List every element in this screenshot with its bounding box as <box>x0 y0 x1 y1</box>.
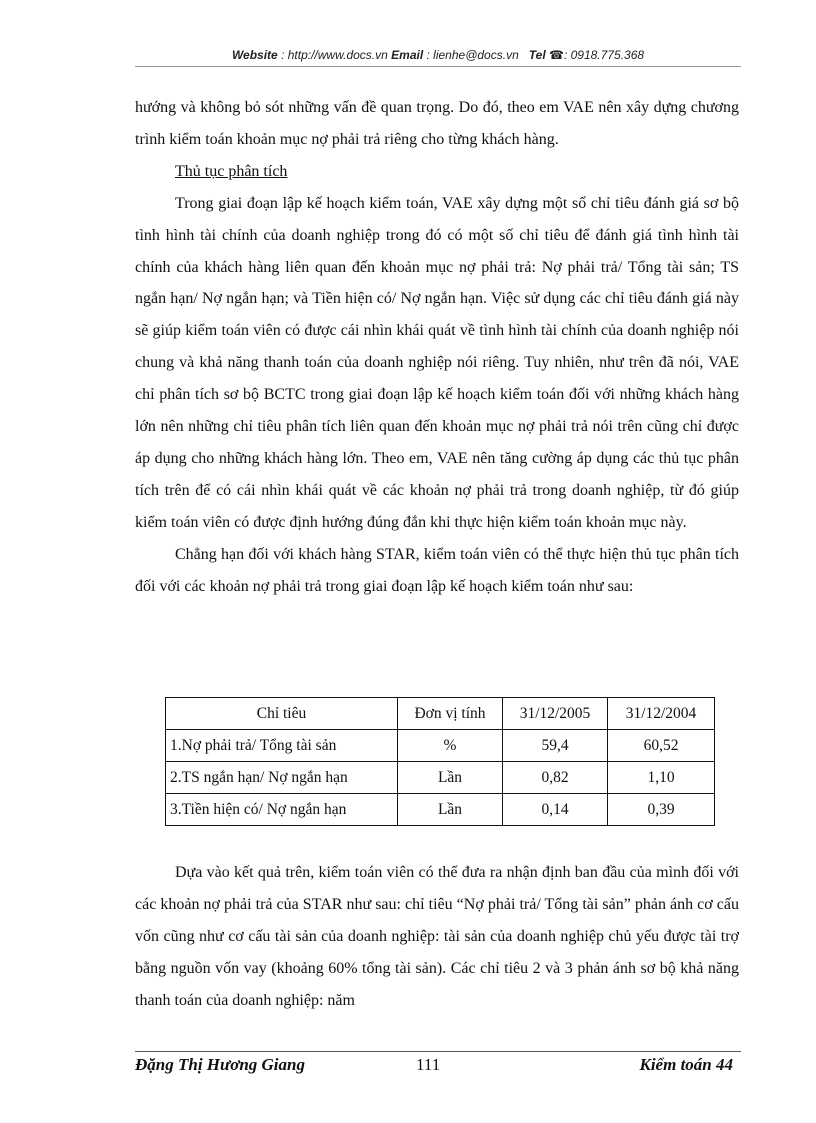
footer-divider <box>135 1051 741 1052</box>
subheading-analytical-procedures <box>135 156 739 188</box>
financial-ratios-table <box>165 697 715 826</box>
table-row <box>166 730 715 762</box>
website-label: Website <box>231 48 278 62</box>
email-label: Email <box>391 48 424 62</box>
cell-2004: 60,52 <box>608 730 715 762</box>
header-indicator: Chỉ tiêu <box>166 698 398 730</box>
cell-2004: 0,39 <box>608 794 715 826</box>
table-header-row <box>166 698 715 730</box>
cell-indicator: 1.Nợ phải trả/ Tổng tài sản <box>166 730 398 762</box>
email-address[interactable]: lienhe@docs.vn <box>433 48 519 62</box>
document-body-continued <box>135 857 739 1017</box>
table-row <box>166 762 715 794</box>
website-url[interactable]: http://www.docs.vn <box>287 48 388 62</box>
tel-label: Tel <box>528 48 546 62</box>
paragraph-2: Trong giai đoạn lập kế hoạch kiểm toán, VAE xây dựng một số chỉ tiêu đánh giá sơ bộ tình hình tài chính của doanh nghiệp trong đó có một số chỉ tiêu để đánh giá tình hình tài chính của khách hàng liên quan đến khoản mục nợ phải trả: Nợ phải trả/ Tổng tài sản; TS ngắn hạn/ Nợ ngắn hạn; và Tiền hiện có/ Nợ ngắn hạn. Việc sử dụng các chỉ tiêu đánh giá này sẽ giúp kiểm toán viên có được cái nhìn khái quát về tình hình tài chính của doanh nghiệp nói chung và khả năng thanh toán của doanh nghiệp nói riêng. Tuy nhiên, như trên đã nói, VAE chỉ phân tích sơ bộ BCTC trong giai đoạn lập kế hoạch kiểm toán đối với những khách hàng lớn nên những chỉ tiêu phân tích liên quan đến khoản mục nợ phải trả nói trên cũng chỉ được áp dụng cho những khách hàng lớn. Theo em, VAE nên tăng cường áp dụng các thủ tục phân tích trên để có cái nhìn khái quát về các khoản nợ phải trả trong doanh nghiệp, từ đó giúp kiểm toán viên có được định hướng đúng đắn khi thực hiện kiểm toán khoản mục này. <box>135 194 739 531</box>
header-2005: 31/12/2005 <box>503 698 608 730</box>
cell-2005: 59,4 <box>503 730 608 762</box>
document-body <box>135 92 739 603</box>
phone-icon: ☎ <box>549 48 564 62</box>
cell-unit: % <box>398 730 503 762</box>
cell-2004: 1,10 <box>608 762 715 794</box>
cell-indicator: 2.TS ngắn hạn/ Nợ ngắn hạn <box>166 762 398 794</box>
paragraph-1: hướng và không bỏ sót những vấn đề quan trọng. Do đó, theo em VAE nên xây dựng chương trình kiểm toán khoản mục nợ phải trả riêng cho từng khách hàng. <box>135 99 739 148</box>
cell-unit: Lần <box>398 762 503 794</box>
subheading-text: Thủ tục phân tích <box>175 162 288 180</box>
website-separator: : <box>277 48 288 62</box>
header-2004: 31/12/2004 <box>608 698 715 730</box>
header-divider <box>135 66 741 67</box>
footer-course: Kiểm toán 44 <box>639 1055 733 1074</box>
footer-page-number: 111 <box>416 1055 441 1074</box>
tel-number: : 0918.775.368 <box>563 48 645 62</box>
paragraph-4: Dựa vào kết quả trên, kiểm toán viên có thể đưa ra nhận định ban đầu của mình đối với các khoản nợ phải trả của STAR như sau: chỉ tiêu “Nợ phải trả/ Tổng tài sản” phản ánh cơ cấu vốn cũng như cơ cấu tài sản của doanh nghiệp: tài sản của doanh nghiệp chủ yếu được tài trợ bằng nguồn vốn vay (khoảng 60% tổng tài sản). Các chỉ tiêu 2 và 3 phản ánh sơ bộ khả năng thanh toán của doanh nghiệp: năm <box>135 864 739 1009</box>
cell-2005: 0,82 <box>503 762 608 794</box>
table-row <box>166 794 715 826</box>
paragraph-3: Chẳng hạn đối với khách hàng STAR, kiểm toán viên có thể thực hiện thủ tục phân tích đối với các khoản nợ phải trả trong giai đoạn lập kế hoạch kiểm toán như sau: <box>135 545 739 595</box>
footer-author: Đặng Thị Hương Giang <box>135 1055 305 1074</box>
header-unit: Đơn vị tính <box>398 698 503 730</box>
cell-indicator: 3.Tiền hiện có/ Nợ ngắn hạn <box>166 794 398 826</box>
page-header <box>135 48 741 62</box>
email-separator: : <box>423 48 434 62</box>
cell-unit: Lần <box>398 794 503 826</box>
page-footer <box>135 1055 741 1079</box>
cell-2005: 0,14 <box>503 794 608 826</box>
